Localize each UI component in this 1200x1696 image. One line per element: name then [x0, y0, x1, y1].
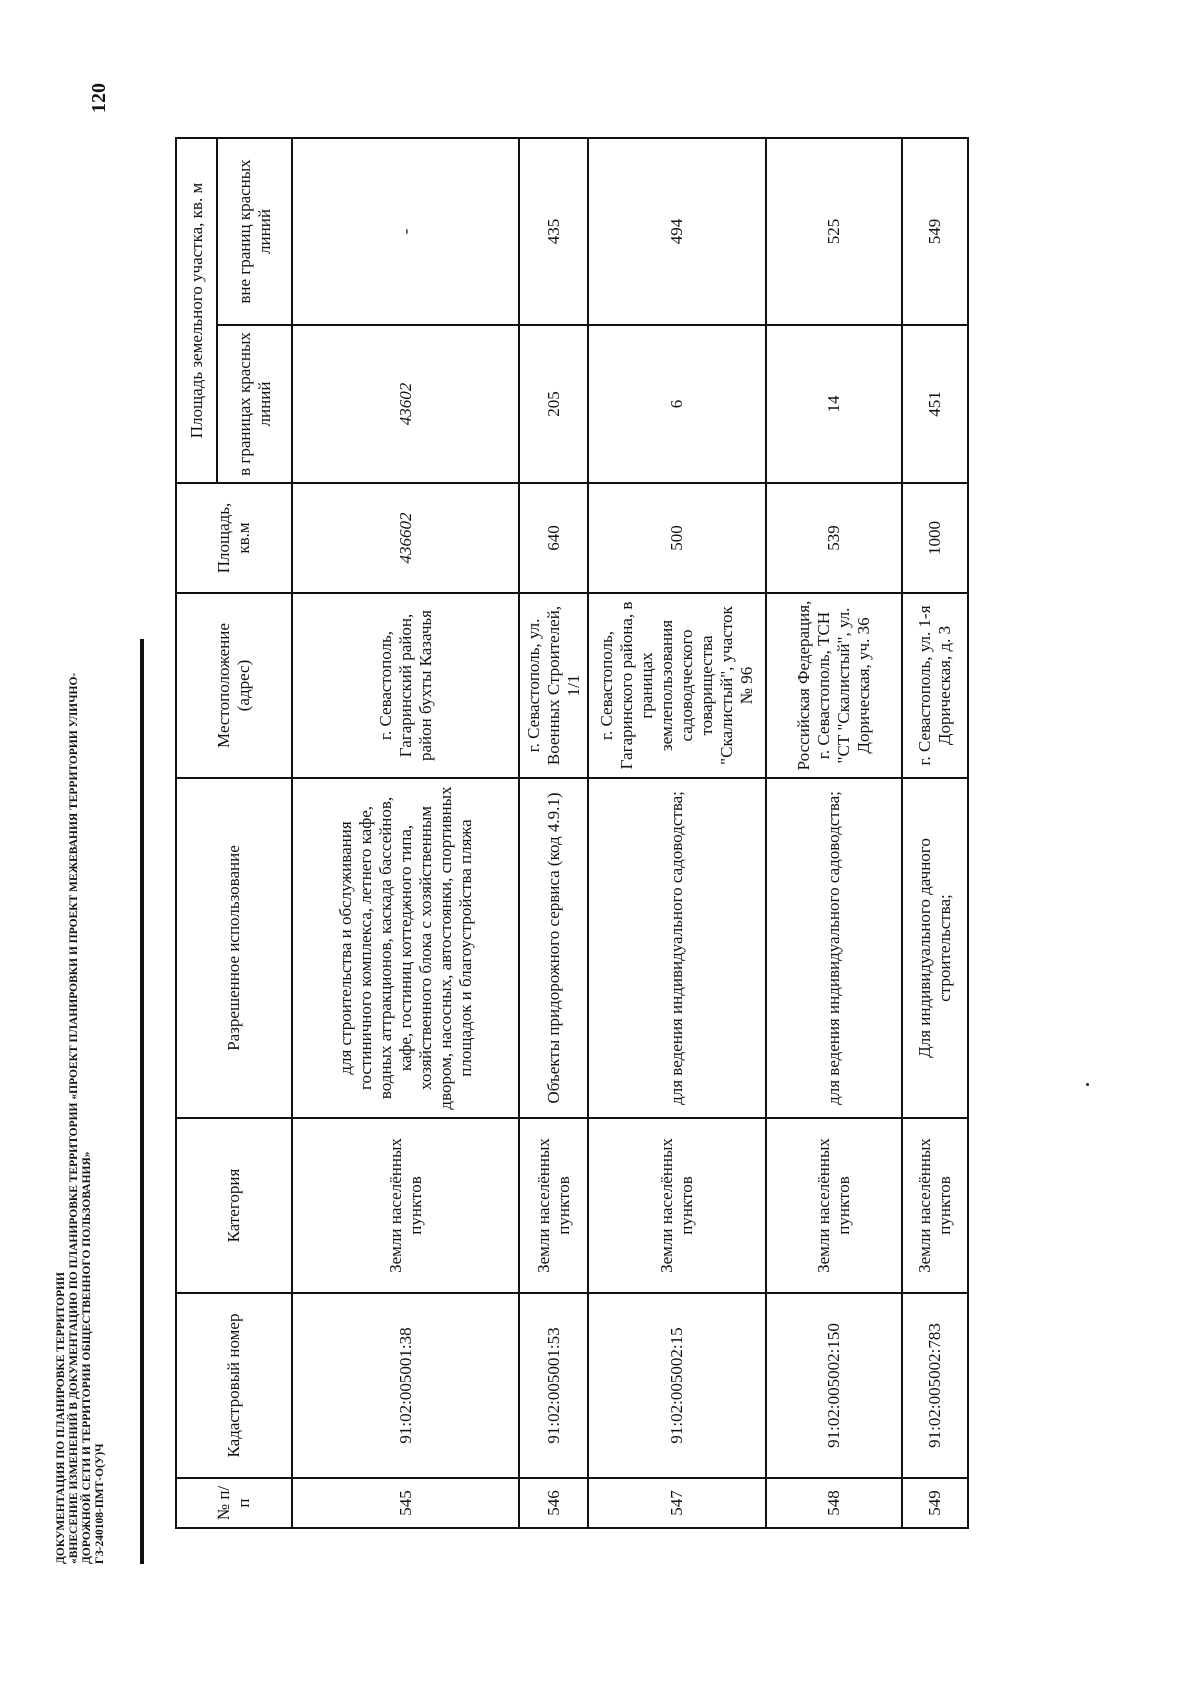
cell-category: Земли населённых пунктов — [588, 1118, 766, 1293]
cell-inside: 14 — [766, 325, 902, 483]
col-header-inside: в границах красных линий — [217, 325, 292, 483]
cell-outside: 494 — [588, 138, 766, 325]
cell-category: Земли населённых пунктов — [292, 1118, 519, 1293]
table-row — [519, 138, 588, 1528]
cell-category: Земли населённых пунктов — [766, 1118, 902, 1293]
cell-num: 547 — [588, 1478, 766, 1528]
cell-area: 539 — [766, 483, 902, 593]
cell-use: Объекты придорожного сервиса (код 4.9.1) — [519, 778, 588, 1118]
col-header-area: Площадь, кв.м — [176, 483, 292, 593]
cell-area: 640 — [519, 483, 588, 593]
header-line-4: ГЗ-240108-ПМТ-О(У)Ч — [94, 1443, 106, 1564]
page-number: 120 — [88, 83, 110, 113]
cell-inside: 43602 — [292, 325, 519, 483]
cell-num: 546 — [519, 1478, 588, 1528]
col-header-area-split: Площадь земельного участка, кв. м — [176, 138, 217, 483]
col-header-cadastral: Кадастровый номер — [176, 1293, 292, 1478]
header-line-3: ДОРОЖНОЙ СЕТИ И ТЕРРИТОРИИ ОБЩЕСТВЕННОГО ПОЛЬЗОВАНИЯ» — [81, 1151, 93, 1564]
table-header-row — [176, 138, 217, 1528]
cell-outside: 525 — [766, 138, 902, 325]
cell-cadastral: 91:02:005002:783 — [902, 1293, 968, 1478]
cell-location: Российская Федерация, г. Севастополь, ТСН "СТ "Скалистый", ул. Дорическая, уч. 36 — [766, 593, 902, 778]
cell-location: г. Севастополь, ул. 1-я Дорическая, д. 3 — [902, 593, 968, 778]
cell-outside: 435 — [519, 138, 588, 325]
cell-use: для ведения индивидуального садоводства; — [766, 778, 902, 1118]
cell-area: 500 — [588, 483, 766, 593]
cell-use: Для индивидуального дачного строительства; — [902, 778, 968, 1118]
cell-num: 549 — [902, 1478, 968, 1528]
scan-speck — [1086, 1083, 1089, 1086]
land-plots-table — [175, 137, 969, 1529]
cell-outside: - — [292, 138, 519, 325]
table-row — [902, 138, 968, 1528]
col-header-use: Разрешенное использование — [176, 778, 292, 1118]
header-line-1: ДОКУМЕНТАЦИЯ ПО ПЛАНИРОВКЕ ТЕРРИТОРИИ — [55, 1272, 67, 1564]
col-header-category: Категория — [176, 1118, 292, 1293]
cell-use: для ведения индивидуального садоводства; — [588, 778, 766, 1118]
table-row — [292, 138, 519, 1528]
col-header-outside: вне границ красных линий — [217, 138, 292, 325]
cell-outside: 549 — [902, 138, 968, 325]
cell-location: г. Севастополь, Гагаринский район, район бухты Казачья — [292, 593, 519, 778]
table-row — [766, 138, 902, 1528]
cell-location: г. Севастополь, ул. Военных Строителей, 1/1 — [519, 593, 588, 778]
cell-inside: 451 — [902, 325, 968, 483]
cell-cadastral: 91:02:005002:15 — [588, 1293, 766, 1478]
col-header-location: Местоположение (адрес) — [176, 593, 292, 778]
cell-category: Земли населённых пунктов — [902, 1118, 968, 1293]
header-line-2: «ВНЕСЕНИЕ ИЗМЕНЕНИЙ В ДОКУМЕНТАЦИЮ ПО ПЛАНИРОВКЕ ТЕРРИТОРИИ «ПРОЕКТ ПЛАНИРОВКИ И ПРОЕКТ МЕЖЕВАНИЯ ТЕРРИТОРИИ УЛИЧНО- — [68, 672, 80, 1564]
cell-inside: 205 — [519, 325, 588, 483]
cell-cadastral: 91:02:005001:38 — [292, 1293, 519, 1478]
cell-area: 1000 — [902, 483, 968, 593]
cell-category: Земли населённых пунктов — [519, 1118, 588, 1293]
cell-cadastral: 91:02:005002:150 — [766, 1293, 902, 1478]
document-header — [55, 672, 107, 1564]
cell-cadastral: 91:02:005001:53 — [519, 1293, 588, 1478]
cell-inside: 6 — [588, 325, 766, 483]
header-rule — [140, 639, 144, 1564]
cell-location: г. Севастополь, Гагаринского района, в границах землепользования садоводческого товарищества "Скалистый", участок № 96 — [588, 593, 766, 778]
cell-use: для строительства и обслуживания гостиничного комплекса, летнего кафе, водных аттракционов, каскада бассейнов, кафе, гостиниц коттеджного типа, хозяйственного блока с хозяйственным двором, насосных, автостоянки, спортивных площадок и благоустройства пляжа — [292, 778, 519, 1118]
cell-area: 436602 — [292, 483, 519, 593]
table-row — [588, 138, 766, 1528]
cell-num: 545 — [292, 1478, 519, 1528]
col-header-num: № п/п — [176, 1478, 292, 1528]
cell-num: 548 — [766, 1478, 902, 1528]
